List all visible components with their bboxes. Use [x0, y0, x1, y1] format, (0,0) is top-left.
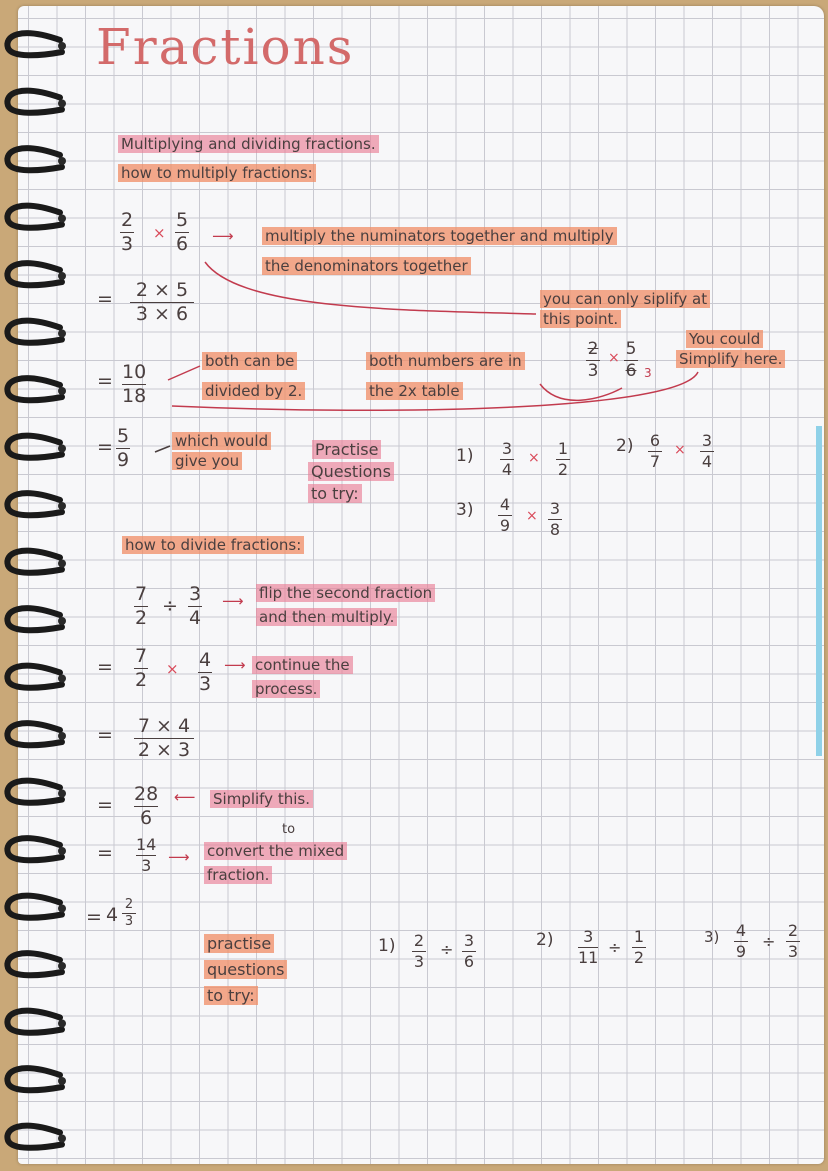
fraction-3-4: 3 4: [701, 431, 713, 471]
fraction-4-9: 4 9: [735, 921, 747, 961]
convert-note-line1: convert the mixed: [204, 842, 347, 860]
practise-label-line2: Questions: [308, 462, 394, 481]
punch-hole: [58, 962, 66, 970]
question-number: 3): [704, 928, 720, 946]
times-sign: ×: [674, 442, 686, 458]
arrow-icon: ⟶: [212, 227, 234, 245]
times-sign: ×: [528, 450, 540, 466]
punch-hole: [58, 1135, 66, 1143]
punch-hole: [58, 502, 66, 510]
fraction-3-6: 3 6: [463, 931, 475, 971]
fraction-2x5-3x6: 2 × 5 3 × 6: [130, 280, 194, 325]
reduced-denominator: 3: [644, 366, 652, 380]
punch-hole: [58, 790, 66, 798]
multiply-note-line2: the denominators together: [262, 257, 471, 275]
fraction-2-3: 2 3: [120, 209, 134, 255]
times-table-note-line2: the 2x table: [366, 382, 463, 400]
fraction-7-2: 7 2: [134, 645, 148, 691]
times-sign: ×: [153, 224, 166, 242]
give-you-note-line2: give you: [172, 452, 242, 470]
practise-label-line3: to try:: [204, 986, 258, 1005]
punch-hole: [58, 617, 66, 625]
spiral-binding: [0, 0, 80, 1171]
spiral-ring: [7, 666, 62, 688]
spiral-ring: [7, 896, 62, 918]
fraction-2-3: 2 3: [413, 931, 425, 971]
fraction-1-2: 1 2: [633, 927, 645, 967]
spiral-ring: [7, 1011, 62, 1033]
fraction-5-9: 5 9: [116, 425, 130, 471]
continue-note-line2: process.: [252, 680, 320, 698]
spiral-ring: [7, 838, 62, 860]
question-number: 2): [616, 436, 634, 456]
punch-hole: [58, 732, 66, 740]
equals-sign: =: [86, 906, 102, 928]
punch-hole: [58, 847, 66, 855]
divisible-note-line1: both can be: [202, 352, 297, 370]
spiral-ring: [7, 91, 62, 113]
mixed-fraction-2-3: 2 3: [122, 898, 136, 930]
equals-sign: =: [97, 842, 113, 864]
fraction-5-6: 5 6: [175, 209, 189, 255]
equals-sign: =: [97, 370, 113, 392]
fraction-3-8: 3 8: [549, 499, 561, 539]
punch-hole: [58, 215, 66, 223]
practise-label-line3: to try:: [308, 484, 362, 503]
arrow-icon: ⟶: [222, 592, 244, 610]
punch-hole: [58, 905, 66, 913]
divide-sign: ÷: [608, 938, 622, 957]
flip-note-line2: and then multiply.: [256, 608, 397, 626]
punch-hole: [58, 42, 66, 50]
simplify-note-line1: you can only siplify at: [540, 290, 710, 308]
practise-label-line1: Practise: [312, 440, 381, 459]
fraction-2-3-crossed: 2 3: [587, 339, 599, 381]
equals-sign: =: [97, 436, 113, 458]
divisible-note-line2: divided by 2.: [202, 382, 305, 400]
page-tab-marker: [816, 426, 822, 756]
could-simplify-note-line2: Simplify here.: [676, 350, 785, 368]
fraction-10-18: 10 18: [122, 361, 147, 407]
fraction-6-7: 6 7: [649, 431, 661, 471]
section-heading: Multiplying and dividing fractions.: [118, 135, 379, 153]
spiral-ring: [7, 1126, 62, 1148]
fraction-14-3: 14 3: [136, 835, 157, 875]
page-title: Fractions: [96, 18, 355, 76]
simplify-note-line2: this point.: [540, 310, 621, 328]
spiral-ring: [7, 321, 62, 343]
fraction-5-6-crossed: 5 6: [625, 339, 637, 381]
multiply-subheading: how to multiply fractions:: [118, 164, 316, 182]
spiral-ring: [7, 551, 62, 573]
punch-hole: [58, 330, 66, 338]
spiral-ring: [7, 1068, 62, 1090]
fraction-2-3: 2 3: [787, 921, 799, 961]
equals-sign: =: [97, 288, 113, 310]
spiral-ring: [7, 608, 62, 630]
equals-sign: =: [97, 794, 113, 816]
punch-hole: [58, 1077, 66, 1085]
times-sign: ×: [526, 508, 538, 524]
fraction-28-6: 28 6: [134, 783, 159, 829]
punch-hole: [58, 387, 66, 395]
practise-label-line2: questions: [204, 960, 287, 979]
equals-sign: =: [97, 656, 113, 678]
divide-sign: ÷: [762, 932, 776, 951]
spiral-ring: [7, 206, 62, 228]
multiply-note-line1: multiply the numinators together and multiply: [262, 227, 617, 245]
practise-label-line1: practise: [204, 934, 274, 953]
arrow-icon: ⟵: [174, 788, 196, 806]
times-table-note-line1: both numbers are in: [366, 352, 525, 370]
fraction-4-3: 4 3: [198, 649, 212, 695]
equals-sign: =: [97, 724, 113, 746]
spiral-ring: [7, 33, 62, 55]
spiral-ring: [7, 436, 62, 458]
arrow-icon: ⟶: [224, 656, 246, 674]
spiral-ring: [7, 148, 62, 170]
spiral-ring: [7, 723, 62, 745]
simplify-this-note: Simplify this.: [210, 790, 313, 808]
spiral-ring: [7, 781, 62, 803]
to-note: to: [282, 822, 296, 837]
fraction-4-9: 4 9: [499, 495, 511, 535]
punch-hole: [58, 675, 66, 683]
punch-hole: [58, 157, 66, 165]
question-number: 1): [456, 446, 474, 466]
spiral-ring: [7, 953, 62, 975]
question-number: 2): [536, 930, 554, 950]
punch-hole: [58, 1020, 66, 1028]
spiral-ring: [7, 263, 62, 285]
punch-hole: [58, 100, 66, 108]
spiral-ring: [7, 493, 62, 515]
divide-sign: ÷: [162, 595, 178, 617]
mixed-whole: 4: [106, 904, 119, 926]
times-sign: ×: [166, 660, 179, 678]
continue-note-line1: continue the: [252, 656, 353, 674]
fraction-7-2: 7 2: [134, 583, 148, 629]
fraction-1-2: 1 2: [557, 439, 569, 479]
spiral-ring: [7, 378, 62, 400]
give-you-note-line1: which would: [172, 432, 271, 450]
times-sign: ×: [608, 350, 620, 366]
could-simplify-note-line1: You could: [686, 330, 763, 348]
question-number: 3): [456, 500, 474, 520]
arrow-icon: ⟶: [168, 848, 190, 866]
punch-hole: [58, 560, 66, 568]
fraction-3-4: 3 4: [188, 583, 202, 629]
convert-note-line2: fraction.: [204, 866, 272, 884]
fraction-7x4-2x3: 7 × 4 2 × 3: [134, 716, 194, 761]
flip-note-line1: flip the second fraction: [256, 584, 435, 602]
punch-hole: [58, 272, 66, 280]
fraction-3-4: 3 4: [501, 439, 513, 479]
divide-sign: ÷: [440, 940, 454, 959]
punch-hole: [58, 445, 66, 453]
question-number: 1): [378, 936, 396, 956]
divide-subheading: how to divide fractions:: [122, 536, 304, 554]
fraction-3-11: 3 11: [578, 927, 599, 967]
